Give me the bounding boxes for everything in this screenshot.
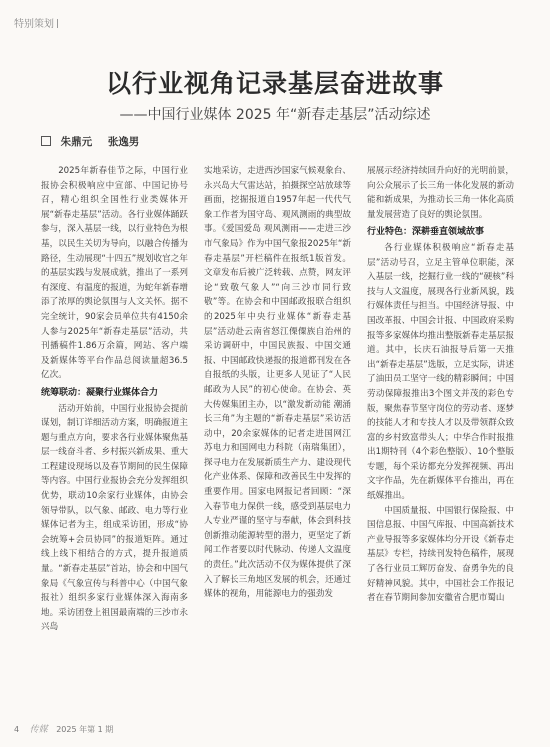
paragraph: 活动开始前，中国行业报协会提前谋划，制订详细活动方案，明确报道主题与重点方向，要求各行业媒体聚焦基层一线奋斗者、乡村振兴新成果、重大工程建设现场以及春节期间的民生保障等内容。中国行业报协会充分发挥组织优势，联动10余家行业媒体，由协会领导带队，以气象、邮政、电力等行业媒体记者为主，组成采访团，形成“协会统筹+会员协同”的报道矩阵。通过线上线下相结合的方式，提升报道质量。“新春走基层”首站，协会和中国气象局《气象宣传与科普中心（中国气象报社）组织多家行业媒体深入海南多地。采访团登上祖国最南端的三沙市永兴岛 <box>41 403 188 633</box>
article-column-1 <box>41 164 188 635</box>
section-tag-divider <box>57 19 58 28</box>
author-name: 张逸男 <box>107 136 140 148</box>
paragraph: 2025年新春佳节之际，中国行业报协会积极响应中宣部、中国记协号召，精心组织全国性行业类媒体开展“新春走基层”活动。各行业媒体踊跃参与，深入基层一线，以行业特色为根基，以民生关切为导向，以融合传播为路径，生动展现“十四五”规划收官之年的基层实践与发展成就，推出了一系列有深度、有温度的报道，为蛇年新春增添了浓厚的舆论氛围与人文关怀。据不完全统计，90家会员单位共有4150余人参与2025年“新春走基层”活动，共刊播稿件1.86万余篇，网站、客户端及新媒体等平台作品总阅读量超36.5亿次。 <box>41 166 188 381</box>
paragraph: 展展示经济持续回升向好的光明前景，向公众展示了长三角一体化发展的新动能和新成果，为推动长三角一体化高质量发展营造了良好的舆论氛围。 <box>367 166 514 220</box>
page-footer <box>14 722 113 735</box>
magazine-logo: 传媒 <box>29 725 48 735</box>
section-heading: 行业特色：深耕垂直领域故事 <box>367 227 485 238</box>
article-column-3 <box>367 164 514 606</box>
author-line <box>41 134 151 149</box>
article-subtitle: ——中国行业媒体 2025 年“新春走基层”活动综述 <box>119 107 431 123</box>
section-tag <box>14 15 58 30</box>
issue-label: 2025 年第 1 期 <box>56 725 114 734</box>
page-number: 4 <box>14 725 20 734</box>
paragraph: 各行业媒体积极响应“新春走基层”活动号召，立足主管单位职能，深入基层一线，挖掘行业一线的“硬核”科技与人文温度，展现各行业新风貌，践行媒体责任与担当。中国经济导报、中国改革报、中国会计报、中国政府采购报等多家媒体均推出整版新春走基层报道。其中，长庆石油报导后第一天推出“新春走基层”选版，立足实际，讲述了油田员工坚守一线的精彩瞬间；中国劳动保障报推出3个图文并茂的彩色专版，聚焦春节坚守岗位的劳动者、逐梦的技能人才和专技人才以及带领群众致富的乡村致富带头人；中华合作时报推出1期特刊（4个彩色整版）、10个整版专题，每个采访都充分发挥视频、再出文字作品，先在新媒体平台推出，再在纸媒推出。 <box>367 242 514 502</box>
author-name: 朱鼎元 <box>60 136 93 148</box>
section-tag-label: 特别策划 <box>14 19 54 30</box>
author-square-icon <box>41 136 51 146</box>
section-heading: 统筹联动：凝聚行业媒体合力 <box>41 387 159 398</box>
article-title: 以行业视角记录基层奋进故事 <box>105 69 444 98</box>
paragraph: 实地采访，走进西沙国家气候观象台、永兴岛大气雷达站，拍摄探空站放球等画面，挖掘报道自1957年起一代代气象工作者为国守岛、观风测雨的典型故事。《爱国爱岛 观风测雨——走进三沙市气象局》作为中国气象报2025年“新春走基层”开栏稿件在报纸1版首发。文章发布后被广泛转载、点赞，网友评论“致敬气象人”“向三沙市同行致敬”等。在协会和中国邮政报联合组织的2025年中央行业媒体“新春走基层”活动赴云南省怒江傈僳族自治州的采访调研中，中国民族报、中国交通报、中国邮政快递报的报道都刊发在各自报纸的头版，让更多人见证了“人民邮政为人民”的初心使命。在协会、英大传媒集团主办，以“激发新动能 潮涌长三角”为主题的“新春走基层”采访活动中，20余家媒体的记者走进国网江苏电力和国网电力科院（南瑞集团），探寻电力在发展新质生产力、建设现代化产业体系、保障和改善民生中发挥的重要作用。国家电网报记者回顾：“深入春节电力保供一线，感受到基层电力人专业严谨的坚守与奉献，体会到科技创新推动能源转型的潜力，更坚定了新闻工作者要以时代脉动、传递人文温度的责任。”此次活动不仅为媒体提供了深入了解长三角地区发展的机会，还通过媒体的视角，用能源电力的强劲发 <box>204 166 351 600</box>
article-column-2 <box>204 164 351 602</box>
paragraph: 中国质量报、中国银行保险报、中国信息报、中国气库报、中国高新技术产业导报等多家媒体均分开设《新春走基层》专栏，持续刊发特色稿件，展现了各行业员工辉厉奋发、奋勇争先的良好精神风貌。其中，中国社会工作报记者在春节期间参加安徽省合肥市蜀山 <box>367 505 514 604</box>
